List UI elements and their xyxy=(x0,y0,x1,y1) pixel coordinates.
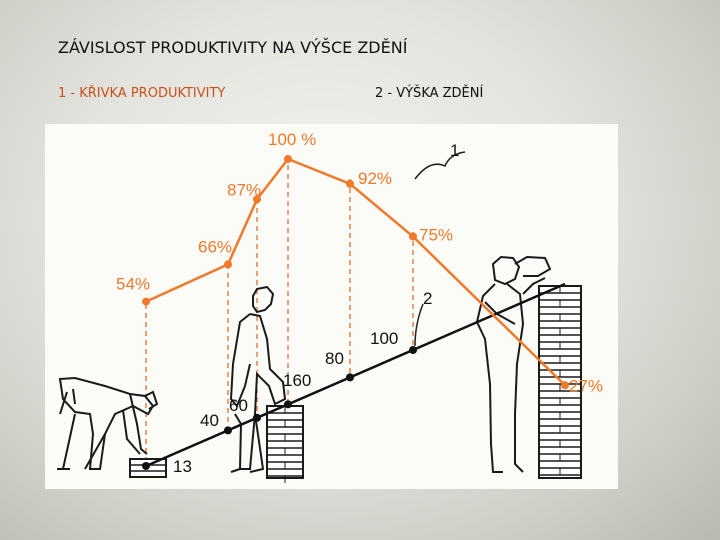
height-value-label: 60 xyxy=(229,396,248,415)
height-value-label: 13 xyxy=(173,457,192,476)
curve-value-label: 87% xyxy=(227,180,262,200)
height-point xyxy=(284,400,292,408)
line-number-label: 2 xyxy=(423,289,433,308)
curve-value-label: 54% xyxy=(116,274,151,294)
height-value-label: 100 xyxy=(370,329,399,348)
line-label-leader xyxy=(415,304,423,346)
worker-bending xyxy=(57,378,157,469)
productivity-curve xyxy=(146,159,565,385)
height-value-label: 40 xyxy=(200,411,219,430)
curve-point xyxy=(561,381,569,389)
curve-value-label: 75% xyxy=(419,225,454,245)
curve-value-label: 27% xyxy=(569,376,604,396)
curve-point xyxy=(142,298,150,306)
label-productivity-curve: 1 - KŘIVKA PRODUKTIVITY xyxy=(58,86,226,101)
chart-figure xyxy=(45,124,618,489)
height-point xyxy=(346,373,354,381)
label-wall-height: 2 - VÝŠKA ZDĚNÍ xyxy=(375,86,484,101)
page-title: ZÁVISLOST PRODUKTIVITY NA VÝŠCE ZDĚNÍ xyxy=(58,38,408,57)
height-line xyxy=(146,284,565,466)
height-value-label: 160 xyxy=(283,371,312,390)
curve-value-label: 66% xyxy=(198,237,233,257)
curve-value-label: 92% xyxy=(358,168,393,188)
height-point xyxy=(142,462,150,470)
height-value-label: 80 xyxy=(325,349,344,368)
height-point xyxy=(253,414,261,422)
curve-point xyxy=(284,155,292,163)
height-point xyxy=(409,346,417,354)
curve-value-label: 100 % xyxy=(268,130,317,149)
curve-point xyxy=(346,180,354,188)
curve-point xyxy=(409,233,417,241)
brick-stack-medium xyxy=(267,406,303,483)
height-point xyxy=(224,426,232,434)
curve-number-label: 1 xyxy=(450,141,460,160)
productivity-chart xyxy=(45,124,618,489)
curve-point xyxy=(224,260,232,268)
